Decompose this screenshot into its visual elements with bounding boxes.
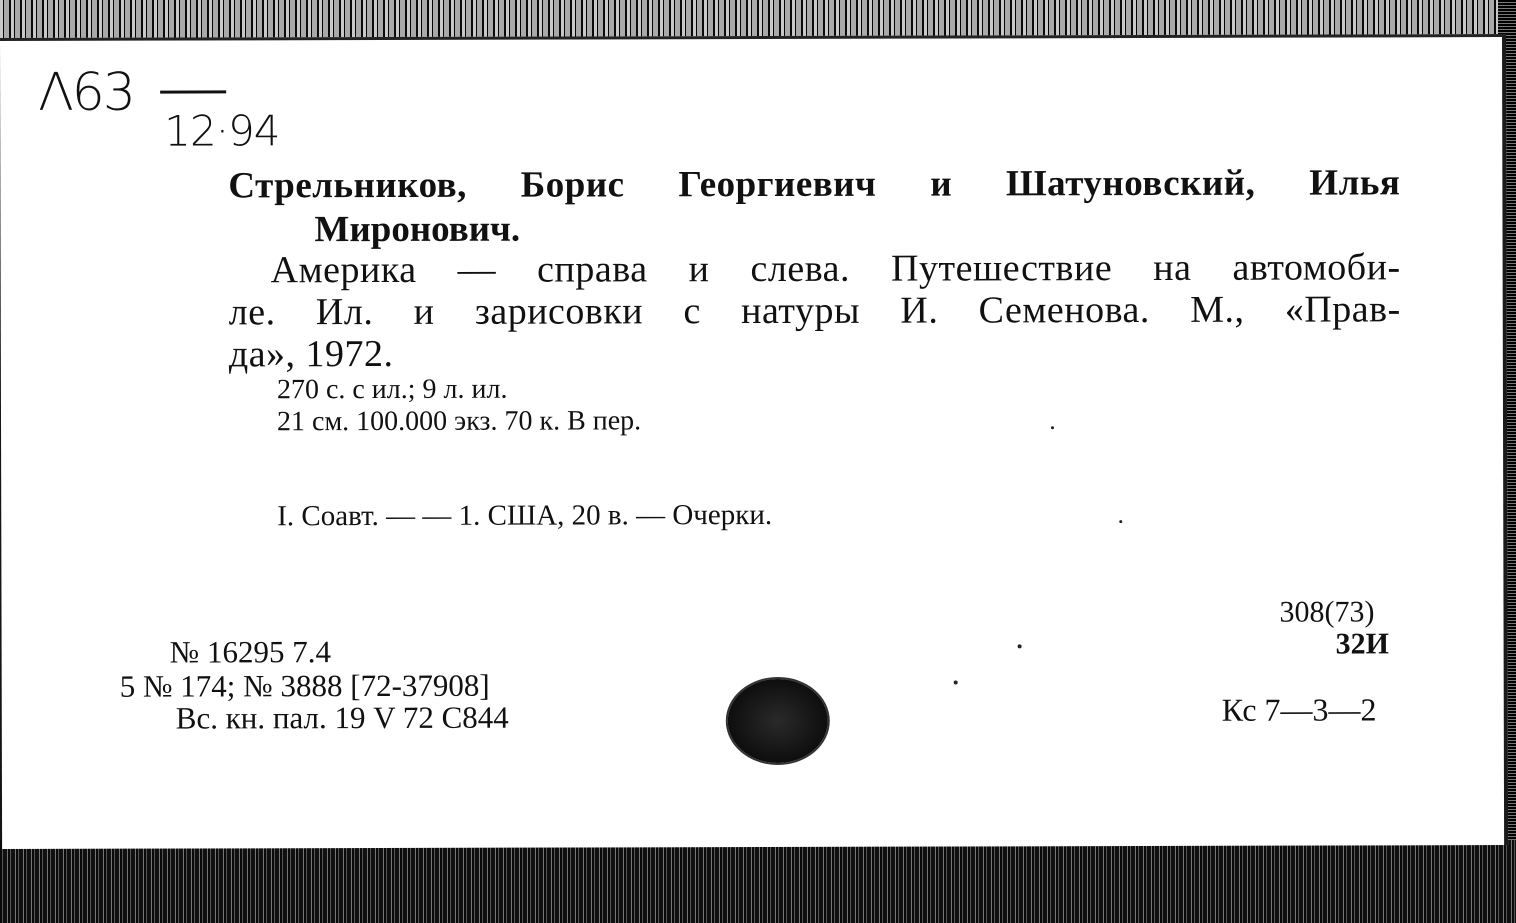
title-word: «Прав- xyxy=(1284,288,1401,331)
title-word: зарисовки xyxy=(474,290,644,333)
title-word: справа xyxy=(537,248,648,291)
dust-speck xyxy=(1119,520,1122,523)
author-word: Стрельников, xyxy=(228,164,467,207)
title-word: Ил. xyxy=(315,291,374,334)
dust-speck xyxy=(954,680,958,684)
title-word: Америка xyxy=(270,248,417,292)
physical-description-line-2: 21 см. 100.000 экз. 70 к. В пер. xyxy=(276,405,642,438)
catalog-card xyxy=(0,34,1508,849)
title-word: Путешествие xyxy=(890,247,1113,290)
title-word: Семенова. xyxy=(978,288,1150,332)
subject-tracing: I. Соавт. — — 1. США, 20 в. — Очерки. xyxy=(277,498,773,533)
title-word: И. xyxy=(900,289,939,332)
title-word: слева. xyxy=(750,247,851,291)
publication-info-line-3: Вс. кн. пал. 19 V 72 С844 xyxy=(175,699,509,736)
author-heading-line-1 xyxy=(228,161,1400,207)
title-word: и xyxy=(413,290,435,333)
title-line-3: да», 1972. xyxy=(228,332,394,376)
punch-hole xyxy=(728,679,828,763)
title-line-1 xyxy=(271,245,1401,292)
title-word: и xyxy=(688,248,710,291)
title-word: с xyxy=(683,290,701,333)
author-word: и xyxy=(930,163,953,205)
physical-description-line-1: 270 с. с ил.; 9 л. ил. xyxy=(276,373,508,406)
bottom-scan-border xyxy=(0,840,1516,923)
handwritten-accession-number: 12·94 xyxy=(164,106,280,156)
author-word: Георгиевич xyxy=(678,163,877,206)
publication-info-line-2: 5 № 174; № 3888 [72-37908] xyxy=(119,667,490,704)
title-word: ле. xyxy=(228,291,276,334)
author-word: Шатуновский, xyxy=(1005,162,1256,205)
handwritten-fraction-bar xyxy=(160,90,226,93)
author-mark: 32И xyxy=(1335,627,1389,661)
author-word: Борис xyxy=(520,164,625,206)
title-word: натуры xyxy=(741,289,861,333)
dust-speck xyxy=(1051,426,1054,429)
title-line-2 xyxy=(229,287,1401,334)
dust-speck xyxy=(1018,644,1022,648)
author-word: Илья xyxy=(1309,162,1401,204)
author-heading-line-2: Миронович. xyxy=(314,208,521,251)
publication-info-line-1: № 16295 7.4 xyxy=(169,634,331,670)
title-word: М., xyxy=(1190,288,1245,331)
title-word: на xyxy=(1153,246,1192,289)
title-word: — xyxy=(457,248,497,291)
udc-classification: 308(73) xyxy=(1279,595,1375,629)
handwritten-call-number: Λ63 xyxy=(38,62,134,123)
kc-code: Кс 7—3—2 xyxy=(1221,691,1377,728)
title-word: автомоби- xyxy=(1232,246,1401,289)
